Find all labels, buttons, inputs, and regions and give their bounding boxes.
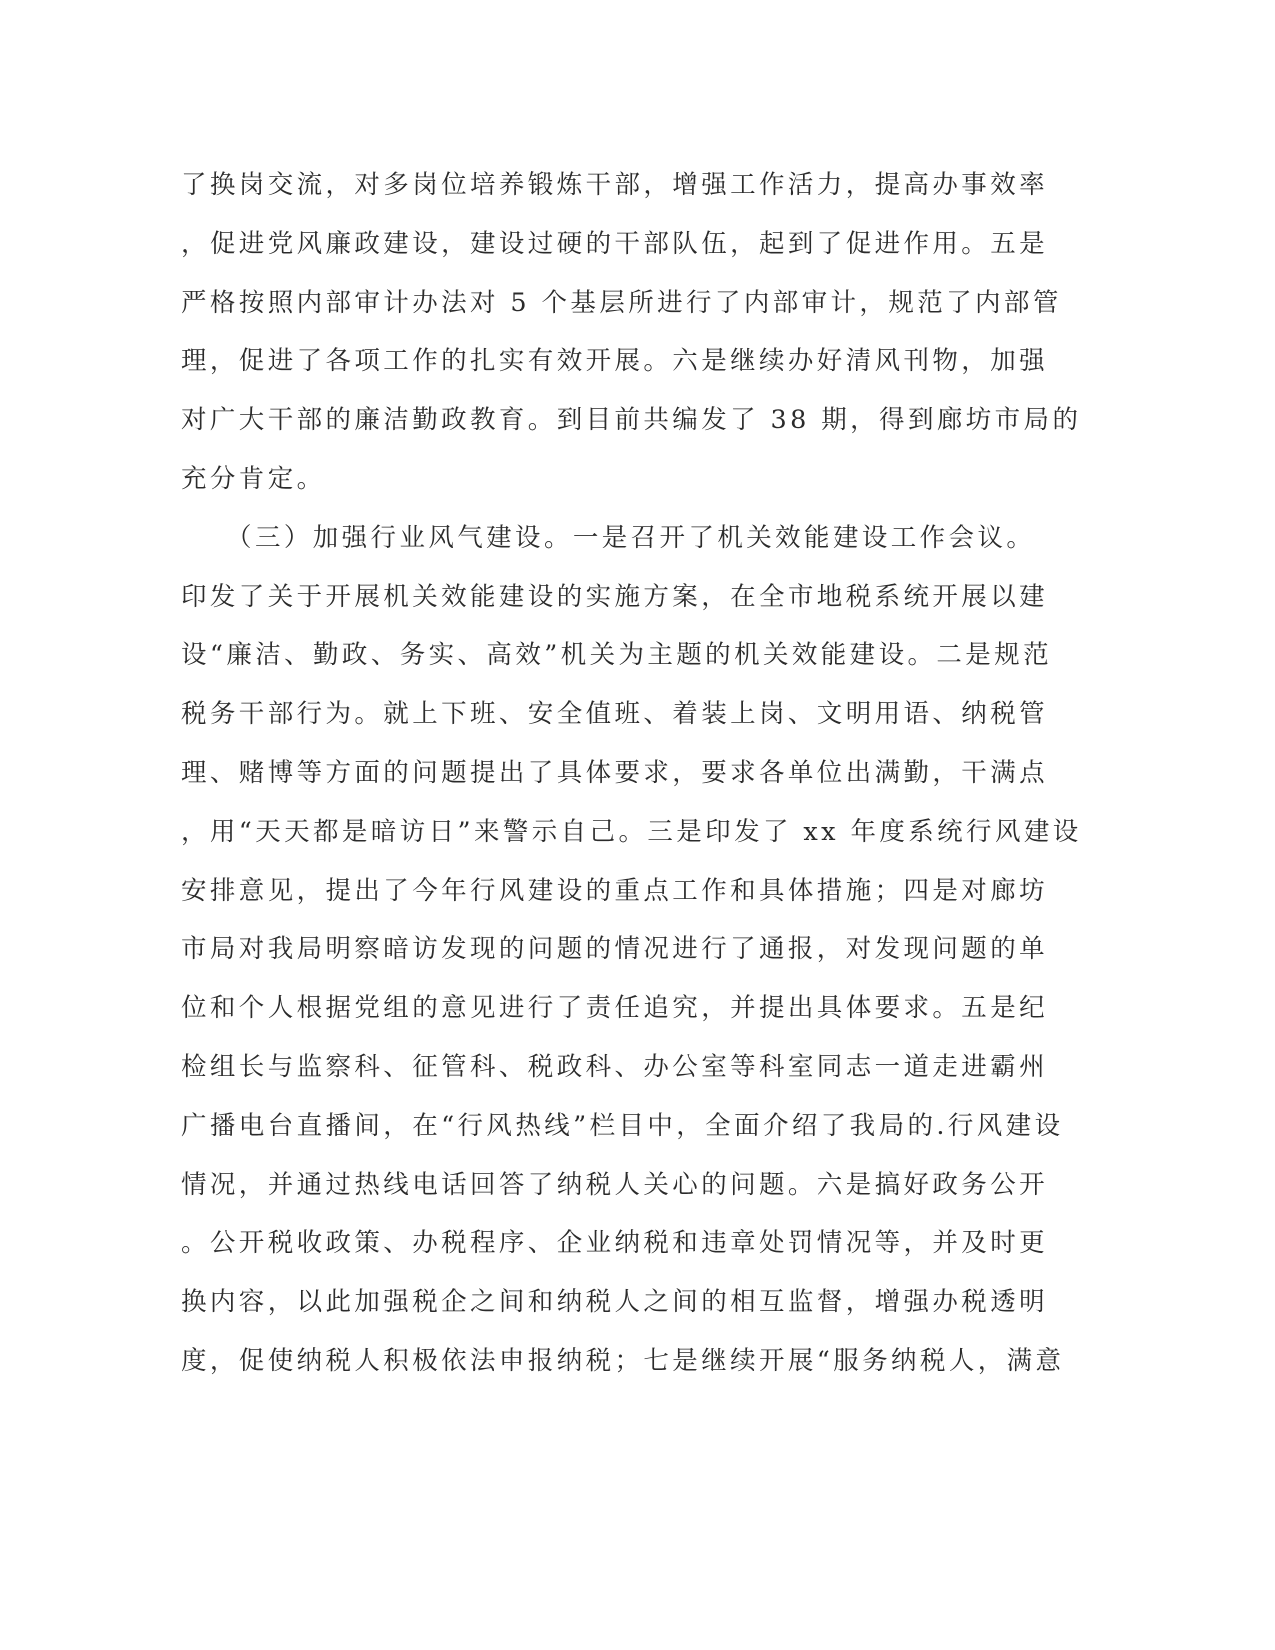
text-line: 对广大干部的廉洁勤政教育。到目前共编发了 38 期，得到廊坊市局的 bbox=[181, 405, 1082, 436]
body-text bbox=[181, 156, 1082, 1391]
text-line: 。公开税收政策、办税程序、企业纳税和违章处罚情况等，并及时更 bbox=[181, 1228, 1049, 1259]
text-line: 换内容，以此加强税企之间和纳税人之间的相互监督，增强办税透明 bbox=[181, 1287, 1049, 1318]
text-line: 税务干部行为。就上下班、安全值班、着装上岗、文明用语、纳税管 bbox=[181, 699, 1049, 730]
text-line: 了换岗交流，对多岗位培养锻炼干部，增强工作活力，提高办事效率 bbox=[181, 170, 1049, 200]
text-line: 广播电台直播间，在“行风热线”栏目中，全面介绍了我局的.行风建设 bbox=[181, 1110, 1064, 1141]
text-line: 充分肯定。 bbox=[181, 463, 326, 494]
text-line: ，促进党风廉政建设，建设过硬的干部队伍，起到了促进作用。五是 bbox=[181, 228, 1049, 259]
text-line: 理、赌博等方面的问题提出了具体要求，要求各单位出满勤，干满点 bbox=[181, 757, 1049, 788]
text-line: 理，促进了各项工作的扎实有效开展。六是继续办好清风刊物，加强 bbox=[181, 346, 1049, 377]
text-line: 设“廉洁、勤政、务实、高效”机关为主题的机关效能建设。二是规范 bbox=[181, 640, 1052, 671]
text-line: 严格按照内部审计办法对 5 个基层所进行了内部审计，规范了内部管 bbox=[181, 287, 1062, 318]
text-line: 印发了关于开展机关效能建设的实施方案，在全市地税系统开展以建 bbox=[181, 581, 1049, 612]
text-line: 情况，并通过热线电话回答了纳税人关心的问题。六是搞好政务公开 bbox=[181, 1169, 1049, 1200]
text-line: 检组长与监察科、征管科、税政科、办公室等科室同志一道走进霸州 bbox=[181, 1051, 1049, 1082]
text-line: ，用“天天都是暗访日”来警示自己。三是印发了 xx 年度系统行风建设 bbox=[181, 816, 1082, 847]
section-heading-line: （三）加强行业风气建设。一是召开了机关效能建设工作会议。 bbox=[181, 522, 1036, 553]
text-line: 安排意见，提出了今年行风建设的重点工作和具体措施；四是对廊坊 bbox=[181, 875, 1049, 906]
text-line: 度，促使纳税人积极依法申报纳税；七是继续开展“服务纳税人，满意 bbox=[181, 1345, 1065, 1376]
text-line: 市局对我局明察暗访发现的问题的情况进行了通报，对发现问题的单 bbox=[181, 934, 1049, 965]
text-line: 位和个人根据党组的意见进行了责任追究，并提出具体要求。五是纪 bbox=[181, 993, 1049, 1024]
